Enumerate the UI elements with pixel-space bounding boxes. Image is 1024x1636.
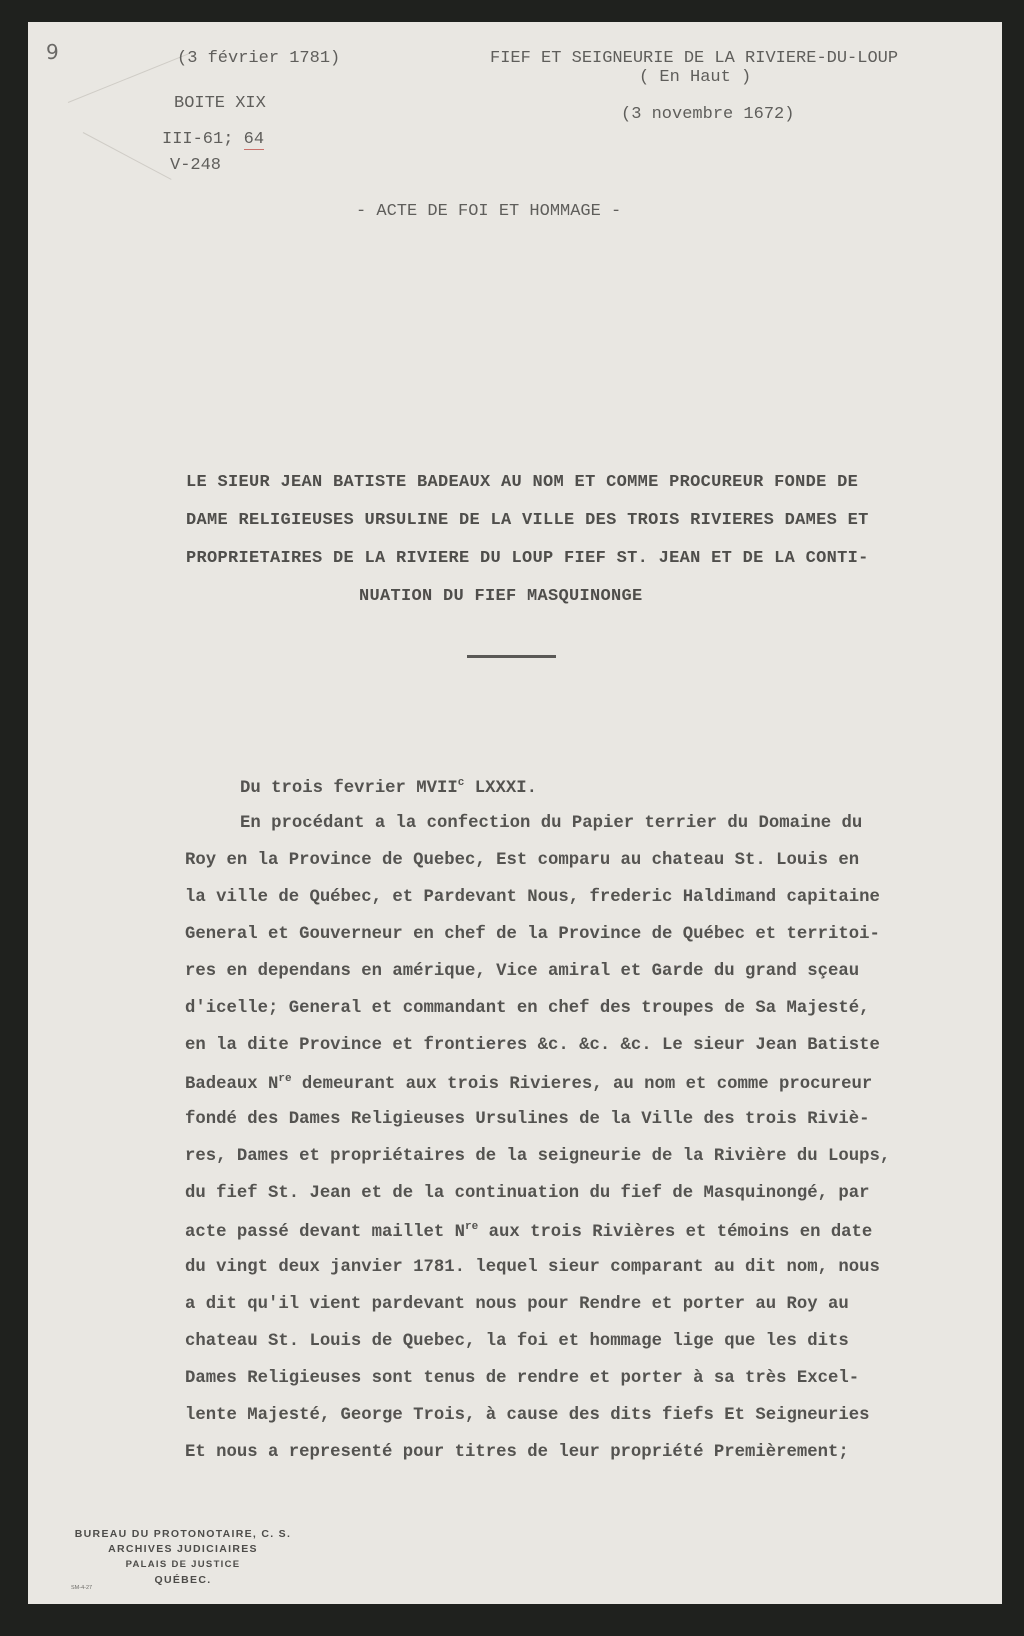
body-line: fondé des Dames Religieuses Ursulines de la Ville des trois Riviè- — [185, 1110, 870, 1129]
body-line: En procédant a la confection du Papier terrier du Domaine du — [240, 814, 863, 833]
header-subtitle: ( En Haut ) — [639, 68, 752, 87]
body-sup: re — [465, 1221, 479, 1233]
document-title: - ACTE DE FOI ET HOMMAGE - — [356, 202, 622, 221]
body-line: du vingt deux janvier 1781. lequel sieur comparant au dit nom, nous — [185, 1258, 880, 1277]
summary-line: NUATION DU FIEF MASQUINONGE — [359, 587, 643, 606]
header-right-date: (3 novembre 1672) — [621, 105, 795, 124]
body-text: Badeaux N — [185, 1075, 279, 1094]
body-line — [185, 1073, 872, 1094]
body-line — [185, 1221, 872, 1242]
page-number: 9 — [46, 40, 59, 64]
archive-stamp-line: BUREAU DU PROTONOTAIRE, C. S. — [74, 1528, 292, 1540]
date-line-tail: LXXXI. — [464, 779, 537, 798]
archive-stamp-line: QUÉBEC. — [154, 1574, 212, 1586]
body-text: demeurant aux trois Rivieres, au nom et comme procureur — [291, 1075, 873, 1094]
body-line: en la dite Province et frontieres &c. &c. &c. Le sieur Jean Batiste — [185, 1036, 880, 1055]
box-label: BOITE XIX — [174, 94, 266, 113]
body-text: acte passé devant maillet N — [185, 1223, 466, 1242]
summary-line: DAME RELIGIEUSES URSULINE DE LA VILLE DES TROIS RIVIERES DAMES ET — [186, 511, 869, 530]
date-line-sup: c — [457, 777, 465, 789]
summary-line: PROPRIETAIRES DE LA RIVIERE DU LOUP FIEF ST. JEAN ET DE LA CONTI- — [186, 549, 869, 568]
pencil-mark — [68, 53, 189, 103]
date-line-text: Du trois fevrier MVII — [240, 779, 458, 798]
body-sup: re — [278, 1073, 292, 1085]
body-line: General et Gouverneur en chef de la Province de Québec et territoi- — [185, 925, 880, 944]
body-line: lente Majesté, George Trois, à cause des dits fiefs Et Seigneuries — [185, 1406, 870, 1425]
body-line: res en dependans en amérique, Vice amiral et Garde du grand sçeau — [185, 962, 860, 981]
header-title: FIEF ET SEIGNEURIE DE LA RIVIERE-DU-LOUP — [490, 49, 899, 68]
body-line: la ville de Québec, et Pardevant Nous, frederic Haldimand capitaine — [185, 888, 880, 907]
document-page — [28, 22, 1002, 1604]
archive-stamp-line: PALAIS DE JUSTICE — [125, 1559, 241, 1570]
reference-prefix: III-61; — [162, 130, 244, 149]
body-line: res, Dames et propriétaires de la seigneurie de la Rivière du Loups, — [185, 1147, 891, 1166]
reference-underlined: 64 — [243, 130, 265, 149]
separator-rule — [467, 655, 556, 658]
summary-line: LE SIEUR JEAN BATISTE BADEAUX AU NOM ET COMME PROCUREUR FONDE DE — [186, 473, 859, 492]
archive-stamp-line: ARCHIVES JUDICIAIRES — [108, 1543, 258, 1555]
body-line: chateau St. Louis de Quebec, la foi et hommage lige que les dits — [185, 1332, 849, 1351]
header-date: (3 février 1781) — [177, 49, 341, 68]
body-line: Et nous a representé pour titres de leur propriété Premièrement; — [185, 1443, 849, 1462]
body-line: du fief St. Jean et de la continuation du fief de Masquinongé, par — [185, 1184, 870, 1203]
body-line: Dames Religieuses sont tenus de rendre et porter à sa très Excel- — [185, 1369, 860, 1388]
date-line — [240, 777, 537, 798]
body-text: aux trois Rivières et témoins en date — [478, 1223, 873, 1242]
body-line: Roy en la Province de Quebec, Est comparu au chateau St. Louis en — [185, 851, 860, 870]
body-line: a dit qu'il vient pardevant nous pour Rendre et porter au Roy au — [185, 1295, 849, 1314]
reference-number — [162, 130, 264, 149]
body-line: d'icelle; General et commandant en chef des troupes de Sa Majesté, — [185, 999, 870, 1018]
reference-number-2: V-248 — [170, 156, 222, 175]
form-code: SM-4-27 — [71, 1585, 93, 1591]
pencil-mark — [83, 132, 172, 180]
